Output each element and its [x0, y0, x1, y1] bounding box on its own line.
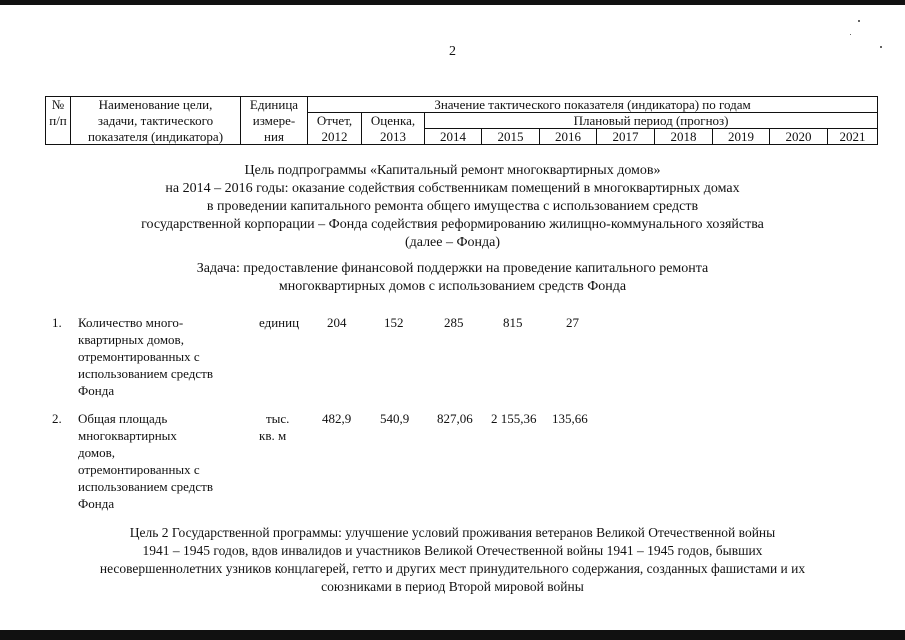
goal-line: государственной корпорации – Фонда содействия реформированию жилищно-коммунального хозяйства — [141, 217, 764, 232]
scan-speck — [850, 34, 851, 35]
value-2012: 482,9 — [322, 411, 352, 426]
row-unit: единиц — [259, 315, 300, 330]
value-2014: 827,06 — [437, 411, 473, 426]
year-header: 2014 — [425, 129, 482, 145]
goal-line: на 2014 – 2016 годы: оказание содействия собственникам помещений в многоквартирных домах — [165, 181, 740, 196]
page-number: 2 — [449, 44, 456, 59]
value-2014: 285 — [444, 315, 464, 330]
value-2016: 135,66 — [552, 411, 588, 426]
year-header: 2016 — [540, 129, 597, 145]
name-line: использованием средств — [78, 479, 213, 494]
goal2-line: Цель 2 Государственной программы: улучшение условий проживания ветеранов Великой Отечественной войны — [129, 525, 776, 540]
unit-line: кв. м — [259, 428, 287, 443]
row-unit — [259, 410, 290, 444]
name-line: Фонда — [78, 383, 115, 398]
value-2012: 204 — [327, 315, 347, 330]
name-line: многоквартирных — [78, 428, 177, 443]
task-line: многоквартирных домов с использованием средств Фонда — [278, 279, 627, 294]
col-name-header: показателя (индикатора) — [71, 129, 241, 145]
report-header: Отчет, — [308, 113, 362, 129]
row-number: 1. — [52, 315, 62, 330]
row-indicator-name — [78, 314, 248, 399]
year-header: 2018 — [655, 129, 713, 145]
value-2013: 540,9 — [380, 411, 410, 426]
estimate-year: 2013 — [362, 129, 425, 145]
goal-line: (далее – Фонда) — [404, 235, 501, 250]
indicator-table-header — [45, 96, 878, 145]
value-2015: 815 — [503, 315, 523, 330]
name-line: Общая площадь — [78, 411, 168, 426]
goal2-line: союзниками в период Второй мировой войны — [321, 579, 584, 594]
report-year: 2012 — [308, 129, 362, 145]
name-line: квартирных домов, — [78, 332, 184, 347]
year-header: 2021 — [828, 129, 878, 145]
name-line: использованием средств — [78, 366, 213, 381]
name-line: Фонда — [78, 496, 115, 511]
goal2-line: несовершеннолетних узников концлагерей, гетто и других мест принудительного содержания, созданных фашистами и их — [99, 561, 806, 576]
value-2015: 2 155,36 — [491, 411, 537, 426]
name-line: домов, — [78, 445, 115, 460]
subprogram-goal — [0, 162, 905, 252]
col-name-header: задачи, тактического — [71, 113, 241, 129]
task-line: Задача: предоставление финансовой поддержки на проведение капитального ремонта — [196, 261, 709, 276]
name-line: отремонтированных с — [78, 462, 200, 477]
name-line: Количество много- — [78, 315, 184, 330]
year-header: 2020 — [770, 129, 828, 145]
values-title: Значение тактического показателя (индикатора) по годам — [308, 97, 878, 113]
value-2016: 27 — [566, 315, 579, 330]
scan-border-bottom — [0, 630, 905, 640]
col-number-cell — [46, 129, 71, 145]
col-number-header: № — [46, 97, 71, 113]
col-unit-header: Единица — [241, 97, 308, 113]
goal-line: Цель подпрограммы «Капитальный ремонт многоквартирных домов» — [244, 163, 661, 178]
unit-line: тыс. — [266, 411, 290, 426]
scan-border-top — [0, 0, 905, 5]
planned-period-title: Плановый период (прогноз) — [425, 113, 878, 129]
col-unit-header: ния — [241, 129, 308, 145]
year-header: 2015 — [482, 129, 540, 145]
col-number-header: п/п — [46, 113, 71, 129]
col-name-header: Наименование цели, — [71, 97, 241, 113]
estimate-header: Оценка, — [362, 113, 425, 129]
program-goal-2 — [0, 524, 905, 596]
name-line: отремонтированных с — [78, 349, 200, 364]
year-header: 2017 — [597, 129, 655, 145]
task-statement — [0, 260, 905, 296]
row-number: 2. — [52, 411, 62, 426]
year-header: 2019 — [713, 129, 770, 145]
row-indicator-name — [78, 410, 248, 512]
scan-speck — [858, 20, 860, 22]
col-unit-header: измере- — [241, 113, 308, 129]
goal2-line: 1941 – 1945 годов, вдов инвалидов и участников Великой Отечественной войны 1941 – 1945 годов, бывших — [142, 543, 763, 558]
goal-line: в проведении капитального ремонта общего имущества с использованием средств — [206, 199, 699, 214]
value-2013: 152 — [384, 315, 404, 330]
